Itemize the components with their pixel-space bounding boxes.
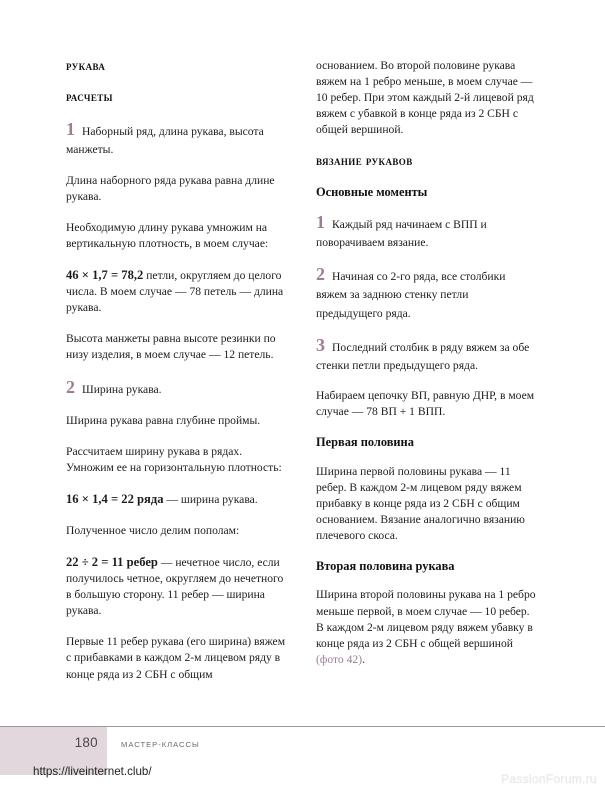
paragraph-chain-vp: Набираем цепочку ВП, равную ДНР, в моем случае — 78 ВП + 1 ВПП.	[316, 388, 535, 418]
formula-46x17-note: петли, округляем до целого числа. В моем случае — 78 петель — длина рукава.	[66, 268, 284, 315]
paragraph-second-half-detail	[316, 587, 538, 667]
two-column-body	[66, 58, 539, 708]
list-number: 1	[66, 119, 75, 140]
paragraph-formula-loops	[66, 267, 288, 316]
numbered-item-2	[316, 265, 538, 321]
right-column	[316, 58, 538, 708]
photo-reference: (фото 42)	[316, 652, 363, 666]
paragraph-formula-ribs	[66, 554, 288, 619]
formula-22div2: 22 ÷ 2 = 11 ребер	[66, 554, 158, 569]
list-number: 1	[316, 212, 325, 233]
paragraph-sleeve-width-armhole: Ширина рукава равна глубине проймы.	[66, 413, 261, 427]
list-text: Начиная со 2-го ряда, все столбики вяжем за заднюю стенку петли предыдущего ряда.	[316, 270, 506, 320]
left-column	[66, 58, 288, 708]
second-half-text-end: .	[362, 652, 365, 666]
formula-46x17: 46 × 1,7 = 78,2	[66, 267, 144, 282]
subheading-key-points: Основные моменты	[316, 184, 428, 199]
formula-16x14-note: — ширина рукава.	[163, 492, 258, 506]
paragraph-cuff-height: Высота манжеты равна высоте резинки по низу изделия, в моем случае — 12 петель.	[66, 332, 276, 362]
numbered-item-1	[66, 120, 288, 158]
formula-22div2-note: — нечетное число, если получилось четное, округляем до нечетного в большую сторону. 11 ребер — ширина рукава.	[66, 555, 284, 618]
list-number: 2	[316, 264, 325, 285]
list-number: 3	[316, 334, 325, 355]
numbered-item-1	[316, 213, 538, 251]
section-heading-knitting-sleeves: вязание рукавов	[316, 153, 413, 169]
numbered-item-2	[66, 378, 288, 398]
paragraph-first-11-ribs: Первые 11 ребер рукава (его ширина) вяжем с прибавками в каждом 2-м лицевом ряду в конце ряда из 2 СБН с общим	[66, 635, 286, 681]
subheading-calculations: расчеты	[66, 89, 113, 105]
subheading-second-half: Вторая половина рукава	[316, 558, 455, 573]
paragraph-vertical-density: Необходимую длину рукава умножим на вертикальную плотность, в моем случае:	[66, 220, 269, 250]
list-text: Последний столбик в ряду вяжем за обе стенки петли предыдущего ряда.	[316, 340, 530, 372]
site-url-stamp: https://liveinternet.club/	[33, 765, 152, 778]
paragraph-chain-length: Длина наборного ряда рукава равна длине рукава.	[66, 173, 275, 203]
paragraph-formula-rows	[66, 491, 288, 508]
subheading-first-half: Первая половина	[316, 435, 414, 449]
paragraph-continuation-base: основанием. Во второй половине рукава вяжем на 1 ребро меньше, в моем случае — 10 ребер. При этом каждый 2-й лицевой ряд вяжем с убавкой в конце ряда из 2 СБН с общей вершиной.	[316, 59, 534, 137]
paragraph-first-half-detail: Ширина первой половины рукава — 11 ребер. В каждом 2-м лицевом ряду вяжем прибавку в конце ряда из 2 СБН с общим основанием. Вязание аналогично вязанию плечевого скоса.	[316, 464, 525, 542]
section-heading-sleeves: рукава	[66, 58, 106, 73]
list-text: Наборный ряд, длина рукава, высота манжеты.	[66, 125, 264, 157]
formula-16x14: 16 × 1,4 = 22 ряда	[66, 491, 164, 506]
second-half-text: Ширина второй половины рукава на 1 ребро меньше первой, в моем случае — 10 ребер. В каждом 2-м лицевом ряду вяжем убавку в конце ряда из 2 СБН с общей вершиной	[316, 588, 536, 650]
running-head-label: МАСТЕР-КЛАССЫ	[121, 740, 200, 749]
list-text: Каждый ряд начинаем с ВПП и поворачиваем вязание.	[316, 218, 487, 250]
paragraph-horizontal-density: Рассчитаем ширину рукава в рядах. Умножим ее на горизонтальную плотность:	[66, 444, 282, 474]
numbered-item-3	[316, 336, 538, 374]
page-number: 180	[74, 735, 98, 750]
watermark-passionforum: PassionForum.ru	[501, 772, 597, 786]
list-text: Ширина рукава.	[82, 383, 162, 397]
paragraph-divide-in-half: Полученное число делим пополам:	[66, 523, 240, 537]
list-number: 2	[66, 377, 75, 398]
